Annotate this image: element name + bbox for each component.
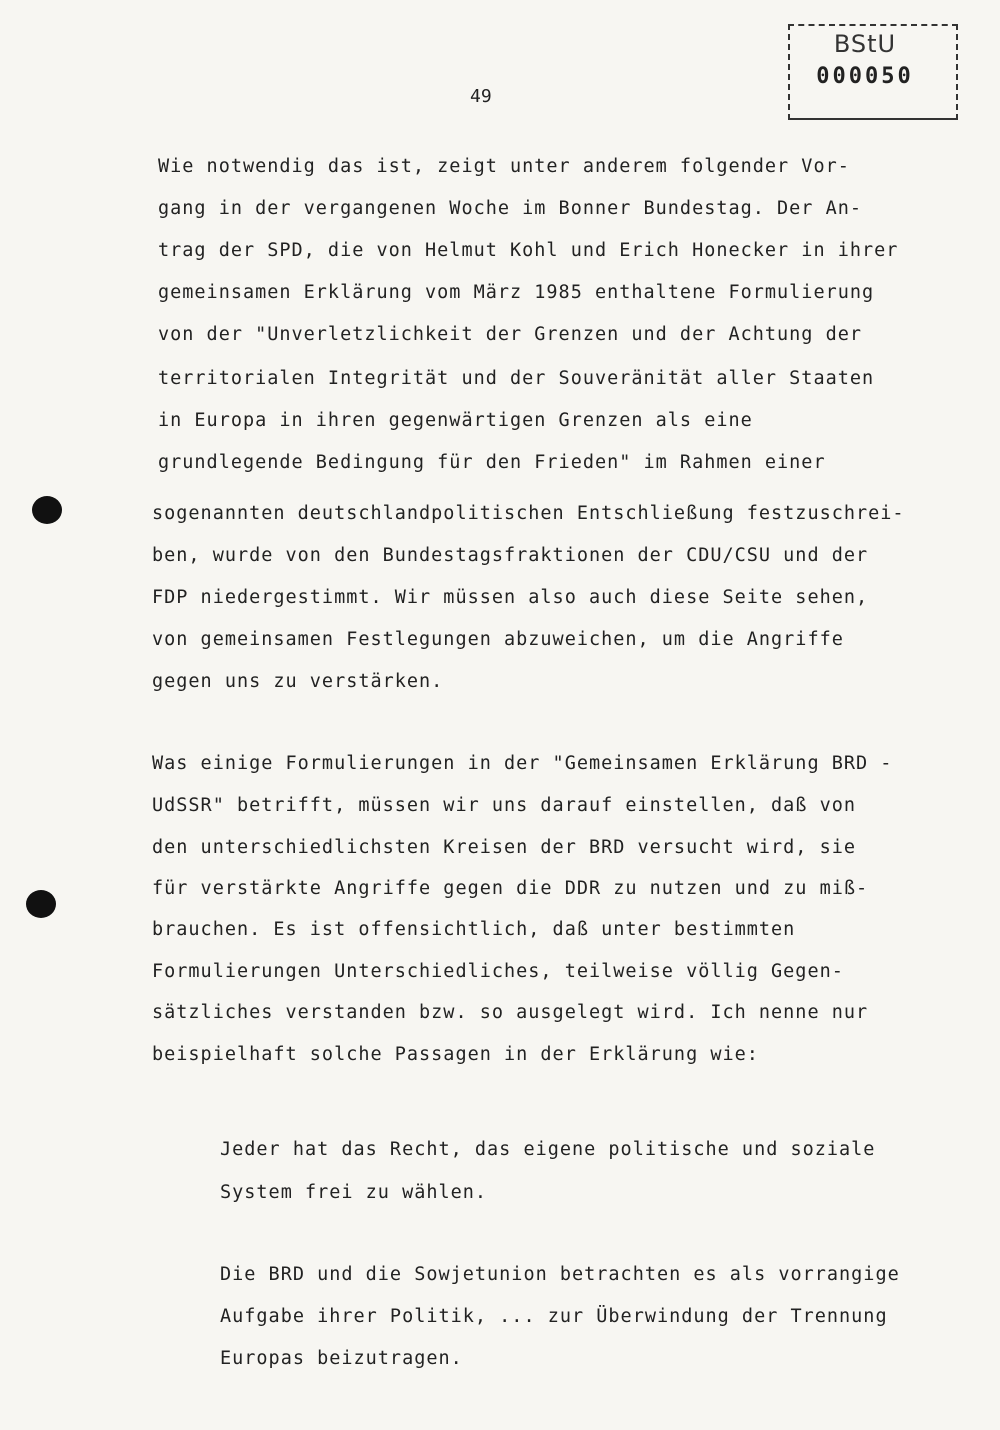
text-line: trag der SPD, die von Helmut Kohl und Erich Honecker in ihrer (158, 240, 899, 261)
stamp-label: BStU (833, 30, 897, 58)
text-line: brauchen. Es ist offensichtlich, daß unter bestimmten (152, 919, 796, 940)
text-line: gemeinsamen Erklärung vom März 1985 enthaltene Formulierung (158, 282, 875, 303)
quote-line: Die BRD und die Sowjetunion betrachten es als vorrangige (220, 1264, 900, 1285)
quote-line: Europas beizutragen. (220, 1348, 463, 1369)
quote-line: Aufgabe ihrer Politik, ... zur Überwindung der Trennung (220, 1306, 888, 1327)
text-line: gegen uns zu verstärken. (152, 671, 444, 692)
archive-stamp (788, 24, 958, 120)
quote-line: System frei zu wählen. (220, 1182, 488, 1203)
text-line: UdSSR" betrifft, müssen wir uns darauf einstellen, daß von (152, 795, 857, 816)
page-number: 49 (470, 86, 492, 107)
text-line: den unterschiedlichsten Kreisen der BRD versucht wird, sie (152, 837, 857, 858)
text-line: FDP niedergestimmt. Wir müssen also auch diese Seite sehen, (152, 587, 869, 608)
quote-line: Jeder hat das Recht, das eigene politische und soziale (220, 1139, 876, 1160)
text-line: Was einige Formulierungen in der "Gemeinsamen Erklärung BRD - (152, 753, 893, 774)
text-line: territorialen Integrität und der Souveränität aller Staaten (158, 368, 875, 389)
text-line: gang in der vergangenen Woche im Bonner Bundestag. Der An- (158, 198, 863, 219)
text-line: in Europa in ihren gegenwärtigen Grenzen als eine (158, 410, 753, 431)
text-line: Wie notwendig das ist, zeigt unter anderem folgender Vor- (158, 156, 850, 177)
text-line: sätzliches verstanden bzw. so ausgelegt wird. Ich nenne nur (152, 1002, 869, 1023)
punch-hole (32, 496, 62, 524)
text-line: Formulierungen Unterschiedliches, teilweise völlig Gegen- (152, 961, 844, 982)
text-line: grundlegende Bedingung für den Frieden" im Rahmen einer (158, 452, 826, 473)
text-line: sogenannten deutschlandpolitischen Entschließung festzuschrei- (152, 503, 905, 524)
text-line: beispielhaft solche Passagen in der Erklärung wie: (152, 1044, 759, 1065)
text-line: ben, wurde von den Bundestagsfraktionen der CDU/CSU und der (152, 545, 869, 566)
text-line: für verstärkte Angriffe gegen die DDR zu nutzen und zu miß- (152, 878, 869, 899)
stamp-number: 000050 (816, 64, 914, 89)
text-line: von der "Unverletzlichkeit der Grenzen und der Achtung der (158, 324, 863, 345)
text-line: von gemeinsamen Festlegungen abzuweichen, um die Angriffe (152, 629, 844, 650)
punch-hole (26, 890, 56, 918)
